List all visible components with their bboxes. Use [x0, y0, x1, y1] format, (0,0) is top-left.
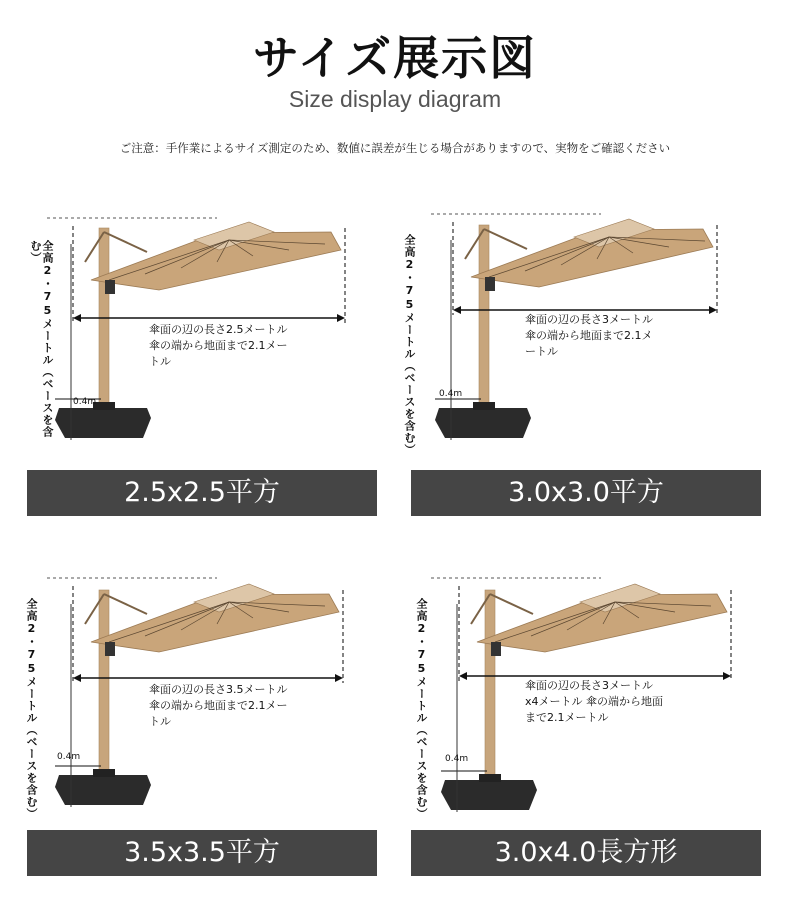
arrow-left: [453, 306, 461, 314]
arrow-left: [73, 314, 81, 322]
pole: [485, 590, 495, 780]
umbrella-base: [55, 408, 151, 438]
size-panel-4: [411, 560, 771, 890]
arm-strut: [490, 594, 533, 614]
crank-handle: [105, 642, 115, 656]
size-label-bar: 2.5x2.5平方: [27, 470, 377, 516]
pole-mount: [479, 774, 501, 782]
base-width-label: 0.4m: [73, 397, 97, 407]
dimension-text: 傘面の辺の長さ3.5メートル 傘の端から地面まで2.1メートル: [149, 683, 288, 728]
arrow-right: [709, 306, 717, 314]
base-width-label: 0.4m: [439, 389, 463, 399]
pole-mount: [93, 769, 115, 777]
size-panel-2: [403, 200, 771, 530]
arrow-right: [337, 314, 345, 322]
total-height-label: 全高2・75メートル（ベースを含む）: [403, 234, 416, 456]
base-width-label: 0.4m: [445, 754, 469, 764]
arrow-right: [335, 674, 343, 682]
page-subtitle: Size display diagram: [288, 86, 502, 112]
size-label-bar: 3.0x4.0長方形: [411, 830, 761, 876]
page-title: サイズ展示図: [252, 31, 538, 85]
dimension-text: 傘面の辺の長さ3メートルx4メートル 傘の端から地面まで2.1メートル: [525, 679, 664, 724]
arrow-left: [459, 672, 467, 680]
size-label-bar: 3.0x3.0平方: [411, 470, 761, 516]
pole: [479, 225, 489, 408]
total-height-label: 全高2・75メートル（ベースを含む）: [25, 598, 38, 820]
measurement-notice: ご注意：手作業によるサイズ測定のため、数値に誤差が生じる場合がありますので、実物をご確認ください: [119, 141, 671, 155]
arm-strut: [104, 594, 147, 614]
dimension-text: 傘面の辺の長さ2.5メートル 傘の端から地面まで2.1メートル: [149, 323, 288, 368]
size-panel-1: [27, 200, 387, 530]
arrow-right: [723, 672, 731, 680]
arm-strut: [104, 232, 147, 252]
crank-handle: [491, 642, 501, 656]
arrow-left: [73, 674, 81, 682]
size-panel-3: [27, 560, 387, 890]
umbrella-base: [435, 408, 531, 438]
crank-handle: [105, 280, 115, 294]
pole: [99, 590, 109, 775]
umbrella-base: [441, 780, 537, 810]
base-width-label: 0.4m: [57, 752, 81, 762]
umbrella-base: [55, 775, 151, 805]
dimension-text: 傘面の辺の長さ3メートル 傘の端から地面まで2.1メートル: [525, 313, 653, 358]
total-height-label: 全高2・75メートル（ベースを含む）: [415, 598, 428, 820]
pole-mount: [473, 402, 495, 410]
total-height-label: 全高2・75メートル（ベースを含む）: [29, 240, 54, 438]
arm-strut: [484, 229, 527, 249]
size-label-bar: 3.5x3.5平方: [27, 830, 377, 876]
pole-mount: [93, 402, 115, 410]
crank-handle: [485, 277, 495, 291]
